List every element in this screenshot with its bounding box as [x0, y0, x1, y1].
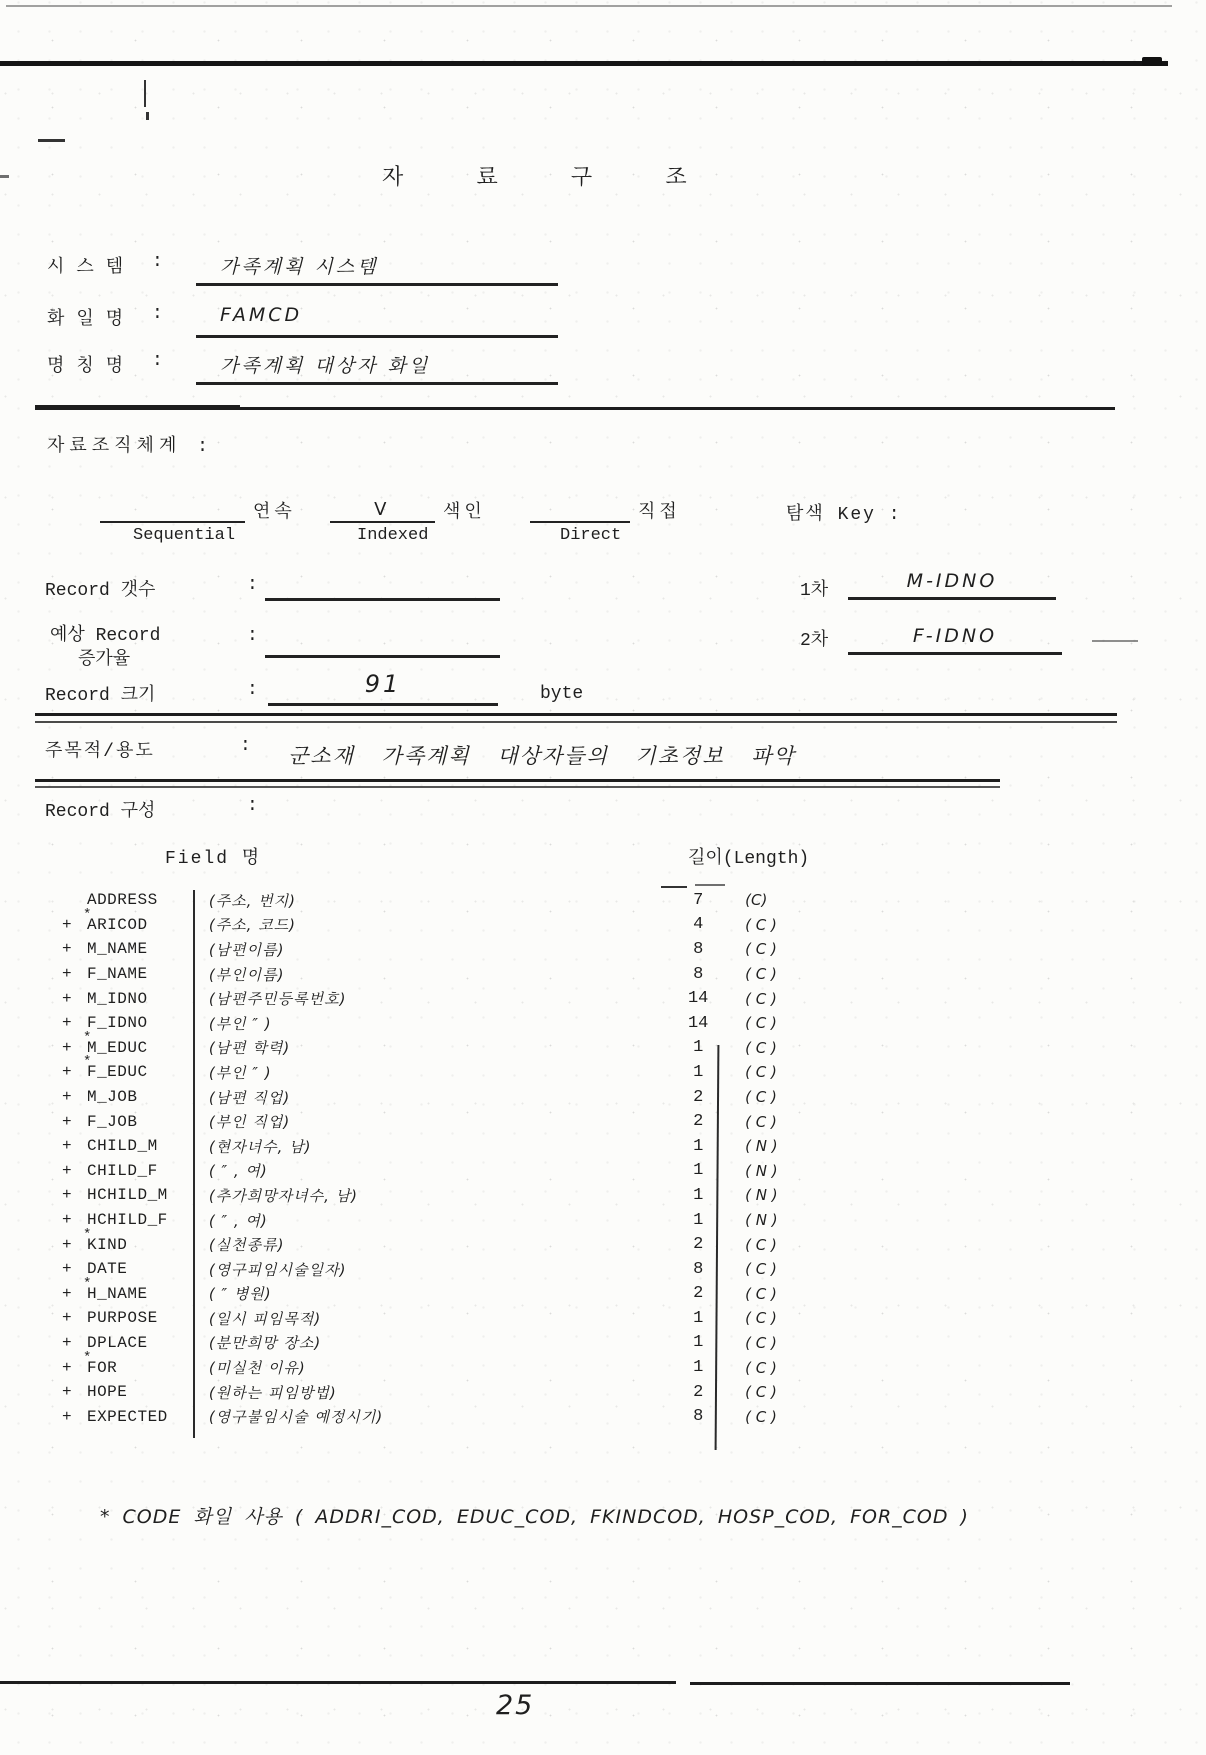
field-plus-marker: + [62, 1161, 72, 1180]
field-row [60, 1349, 840, 1380]
scan-artifact [1092, 640, 1138, 642]
field-row [60, 1011, 840, 1036]
record-size-colon: : [247, 680, 258, 700]
field-name [87, 1211, 199, 1229]
field-type: ( C ) [745, 965, 777, 984]
search-key-label: 탐색 Key : [786, 505, 902, 525]
scan-artifact [6, 5, 1172, 7]
field-name [87, 990, 199, 1008]
field-description: ( ″ , 여) [208, 1162, 268, 1181]
field-plus-marker: + [62, 965, 72, 984]
field-description: (남편 학력) [208, 1039, 291, 1058]
field-row [60, 1183, 840, 1208]
expected-growth-colon: : [247, 626, 258, 646]
field-description: (주소, 코드) [208, 916, 297, 935]
field-type: ( C ) [745, 1014, 777, 1033]
header-field-row [47, 252, 607, 299]
option-blank-line [530, 503, 630, 523]
header-field-label: 화일명 [47, 310, 136, 330]
field-length: 7 [693, 890, 704, 910]
field-row [60, 1029, 840, 1061]
option-english-label: Direct [560, 526, 622, 545]
field-length: 2 [693, 1235, 704, 1255]
horizontal-rule [35, 721, 1117, 723]
field-name [87, 1014, 199, 1032]
field-length: 1 [693, 1358, 704, 1378]
option-english-label: Indexed [357, 526, 429, 545]
field-description: (부인 ″ ) [208, 1014, 272, 1033]
field-name-text: HCHILD_F [86, 1211, 168, 1230]
header-field-value: 가족계획 시스템 [196, 252, 558, 286]
field-name [87, 1334, 199, 1352]
field-description: (원하는 피임방법) [208, 1383, 337, 1402]
horizontal-rule [35, 713, 1117, 716]
field-row [60, 1208, 840, 1233]
field-description: (분만희망 장소) [208, 1334, 322, 1353]
field-name [87, 1383, 199, 1401]
header-fields [47, 252, 607, 398]
field-row [60, 1404, 840, 1429]
field-type: ( N ) [745, 1137, 778, 1156]
field-plus-marker: + [62, 1407, 72, 1426]
field-length: 8 [693, 964, 704, 984]
field-row [60, 1134, 840, 1159]
field-description: (현자녀수, 남) [208, 1137, 312, 1156]
field-name [87, 965, 199, 983]
field-type: ( C ) [745, 1383, 777, 1402]
field-name-text: CHILD_F [86, 1161, 158, 1180]
field-name-text: HCHILD_M [86, 1186, 168, 1205]
field-plus-marker: + [62, 1186, 72, 1205]
field-name-text: M_JOB [86, 1088, 138, 1107]
field-plus-marker: + [62, 1333, 72, 1352]
field-plus-marker: + [62, 1260, 72, 1279]
field-name-text: DATE [86, 1260, 128, 1279]
field-type: ( C ) [745, 1284, 777, 1303]
field-name-text: HOPE [86, 1383, 128, 1402]
field-type: ( N ) [745, 1211, 778, 1230]
field-length: 8 [693, 1407, 704, 1427]
horizontal-rule [0, 1681, 676, 1684]
horizontal-rule [35, 779, 1000, 782]
field-type: (C) [745, 891, 768, 910]
field-description: ( ″ 병원) [208, 1285, 272, 1304]
field-description: (주소, 번지) [208, 891, 297, 910]
field-type: ( C ) [745, 915, 777, 934]
header-field-label: 명칭명 [47, 357, 136, 377]
header-field-row [47, 304, 607, 351]
scan-artifact [0, 175, 9, 178]
field-name-text: CHILD_M [86, 1137, 158, 1156]
field-type: ( C ) [745, 1038, 777, 1057]
field-length: 1 [693, 1185, 704, 1205]
field-description: (남편주민등록번호) [208, 990, 347, 1009]
field-type: ( C ) [745, 1309, 777, 1328]
field-row [60, 1257, 840, 1282]
organization-option-top [330, 497, 486, 523]
record-size-label: Record 크기 [45, 686, 156, 706]
horizontal-rule [690, 1682, 1070, 1685]
field-name-text: F_NAME [86, 965, 148, 984]
field-name [87, 1088, 199, 1106]
field-description: (부인 직업) [208, 1113, 291, 1132]
purpose-label: 주목적/용도 [45, 742, 155, 762]
checkmark: V [374, 499, 387, 520]
header-field-colon: : [152, 252, 163, 272]
field-name [87, 1113, 199, 1131]
field-description: (실천종류) [208, 1236, 285, 1255]
field-plus-marker: + [62, 1088, 72, 1107]
field-code-asterisk: * [82, 906, 92, 923]
organization-option-top [530, 497, 681, 523]
option-korean-label: 직접 [638, 503, 681, 523]
field-plus-marker: + [62, 1235, 72, 1254]
field-length: 14 [687, 1013, 709, 1033]
field-plus-marker: + [62, 989, 72, 1008]
field-description: (영구불임시술 예정시기) [208, 1408, 384, 1427]
record-layout-section-label: Record 구성 [45, 802, 156, 822]
length-header: 길이(Length) [688, 849, 810, 869]
expected-growth-label-line2: 증가율 [78, 650, 131, 670]
field-description: (남편 직업) [208, 1088, 291, 1107]
field-name [87, 891, 199, 909]
field-description: (부인 ″ ) [208, 1063, 272, 1082]
header-field-colon: : [152, 304, 163, 324]
organization-option [100, 497, 296, 545]
field-description: (일시 피임목적) [208, 1309, 322, 1328]
field-code-asterisk: * [82, 1275, 92, 1292]
field-description: (부인이름) [208, 965, 285, 984]
field-row [60, 1054, 840, 1085]
field-type: ( C ) [745, 940, 777, 959]
scan-artifact [146, 112, 149, 120]
option-korean-label: 색인 [443, 503, 486, 523]
field-length: 8 [693, 1259, 704, 1279]
field-plus-marker: + [62, 1309, 72, 1328]
field-length: 1 [693, 1136, 704, 1156]
field-plus-marker: + [62, 1284, 72, 1303]
field-name [82, 1029, 199, 1057]
header-field-value: FAMCD [196, 304, 558, 338]
field-length: 2 [693, 1382, 704, 1402]
field-row [60, 937, 840, 962]
option-blank-line [330, 499, 435, 523]
field-name [87, 1162, 199, 1180]
field-length: 1 [693, 1062, 704, 1082]
field-name [87, 1137, 199, 1155]
field-name [82, 1226, 199, 1254]
key2-value: F-IDNO [848, 625, 1062, 655]
field-description: ( ″ , 여) [208, 1211, 268, 1230]
field-code-asterisk: * [82, 1029, 92, 1046]
field-plus-marker: + [62, 1038, 72, 1057]
field-length: 8 [693, 939, 704, 959]
purpose-colon: : [240, 736, 251, 756]
scan-artifact [144, 80, 146, 107]
field-row [60, 962, 840, 987]
field-row [60, 1159, 840, 1184]
field-plus-marker: + [62, 1383, 72, 1402]
option-english-label: Sequential [133, 526, 236, 545]
field-name-text: ARICOD [86, 915, 148, 934]
option-blank-line [100, 503, 245, 523]
field-name-text: KIND [86, 1235, 128, 1254]
field-name [87, 1260, 199, 1278]
field-code-asterisk: * [82, 1349, 92, 1366]
field-description: (남편이름) [208, 940, 285, 959]
horizontal-rule [35, 786, 1000, 788]
field-row [60, 986, 840, 1011]
field-plus-marker: + [62, 1014, 72, 1033]
field-name-text: DPLACE [86, 1333, 148, 1352]
field-plus-marker: + [62, 1063, 72, 1082]
header-field-row [47, 351, 607, 398]
field-type: ( C ) [745, 1063, 777, 1082]
field-name-text: FOR [86, 1358, 118, 1377]
field-description: (영구피임시술일자) [208, 1260, 347, 1279]
field-name-text: F_IDNO [86, 1014, 148, 1033]
field-type: ( C ) [745, 989, 777, 1008]
record-count-colon: : [247, 575, 258, 595]
field-name-text: PURPOSE [86, 1309, 158, 1328]
field-length: 2 [693, 1087, 704, 1107]
horizontal-rule [35, 405, 240, 409]
field-type: ( N ) [745, 1161, 778, 1180]
field-name-text: H_NAME [86, 1284, 148, 1303]
header-field-colon: : [152, 351, 163, 371]
field-length: 4 [693, 915, 704, 935]
field-name-text: M_IDNO [86, 989, 148, 1008]
field-code-asterisk: * [82, 1054, 92, 1071]
field-description: (추가희망자녀수, 남) [208, 1186, 358, 1205]
field-row [60, 1380, 840, 1405]
header-field-value: 가족계획 대상자 화일 [196, 351, 558, 385]
field-row [60, 1109, 840, 1134]
scan-artifact [1142, 57, 1162, 66]
key1-value: M-IDNO [848, 570, 1056, 600]
field-row [60, 888, 840, 913]
expected-growth-blank [265, 628, 500, 658]
field-name [87, 1186, 199, 1204]
field-plus-marker: + [62, 1211, 72, 1230]
field-plus-marker: + [62, 1112, 72, 1131]
page-title: 자 료 구 조 [382, 166, 717, 191]
scan-artifact [695, 884, 725, 886]
field-type: ( C ) [745, 1235, 777, 1254]
field-row [60, 1226, 840, 1257]
field-name [82, 1054, 199, 1082]
field-length: 2 [693, 1284, 704, 1304]
field-name-text: F_EDUC [86, 1063, 148, 1082]
field-row [60, 1306, 840, 1331]
footnote: * CODE 화일 사용 ( ADDRI_COD, EDUC_COD, FKINDCOD, HOSP_COD, FOR_COD ) [100, 1506, 969, 1528]
field-type: ( C ) [745, 1333, 777, 1352]
field-plus-marker: + [62, 1137, 72, 1156]
field-type: ( C ) [745, 1407, 777, 1426]
purpose-value: 군소재 가족계획 대상자들의 기초정보 파악 [288, 744, 796, 768]
scan-artifact [38, 139, 65, 142]
record-count-value [265, 570, 500, 601]
field-row [60, 1085, 840, 1110]
organization-option [530, 497, 681, 545]
key1-label: 1차 [800, 581, 829, 601]
scan-artifact [0, 61, 1168, 66]
table-divider-line [193, 890, 195, 1438]
field-type: ( C ) [745, 1112, 777, 1131]
field-length: 2 [693, 1112, 704, 1132]
field-name-text: M_EDUC [86, 1038, 148, 1057]
field-name [87, 940, 199, 958]
expected-growth-label-line1: 예상 Record [50, 626, 161, 646]
organization-option-top [100, 497, 296, 523]
field-length: 1 [693, 1161, 704, 1181]
field-plus-marker: + [62, 915, 72, 934]
option-korean-label: 연속 [253, 503, 296, 523]
field-name-text: F_JOB [86, 1112, 138, 1131]
record-count-label: Record 갯수 [45, 581, 156, 601]
page-number: 25 [496, 1690, 535, 1721]
key2-label: 2차 [800, 631, 829, 651]
field-row [60, 906, 840, 938]
record-size-unit: byte [540, 684, 584, 704]
record-layout-colon: : [247, 796, 258, 816]
field-name-text: EXPECTED [86, 1407, 168, 1426]
field-name [87, 1408, 199, 1426]
field-plus-marker: + [62, 1358, 72, 1377]
field-type: ( N ) [745, 1186, 778, 1205]
field-name-header: Field 명 [165, 849, 262, 869]
field-name-text: ADDRESS [86, 891, 158, 910]
header-field-label: 시스템 [47, 258, 136, 278]
field-name [82, 906, 199, 934]
field-length: 1 [693, 1038, 704, 1058]
organization-option [330, 497, 486, 545]
field-name-text: M_NAME [86, 940, 148, 959]
field-row [60, 1275, 840, 1307]
field-length: 14 [687, 989, 709, 1009]
field-name [87, 1309, 199, 1327]
field-code-asterisk: * [82, 1226, 92, 1243]
field-plus-marker: + [62, 940, 72, 959]
field-row [60, 1331, 840, 1356]
field-length: 1 [693, 1210, 704, 1230]
field-name [82, 1349, 199, 1377]
record-size-value: 91 [268, 670, 498, 706]
field-type: ( C ) [745, 1260, 777, 1279]
field-name [82, 1275, 199, 1303]
field-length: 1 [693, 1333, 704, 1353]
field-description: (미실천 이유) [208, 1359, 306, 1378]
organization-section-label: 자료조직체계 : [47, 437, 213, 457]
field-table [60, 888, 840, 1429]
field-type: ( C ) [745, 1088, 777, 1107]
field-type: ( C ) [745, 1358, 777, 1377]
field-length: 1 [693, 1308, 704, 1328]
